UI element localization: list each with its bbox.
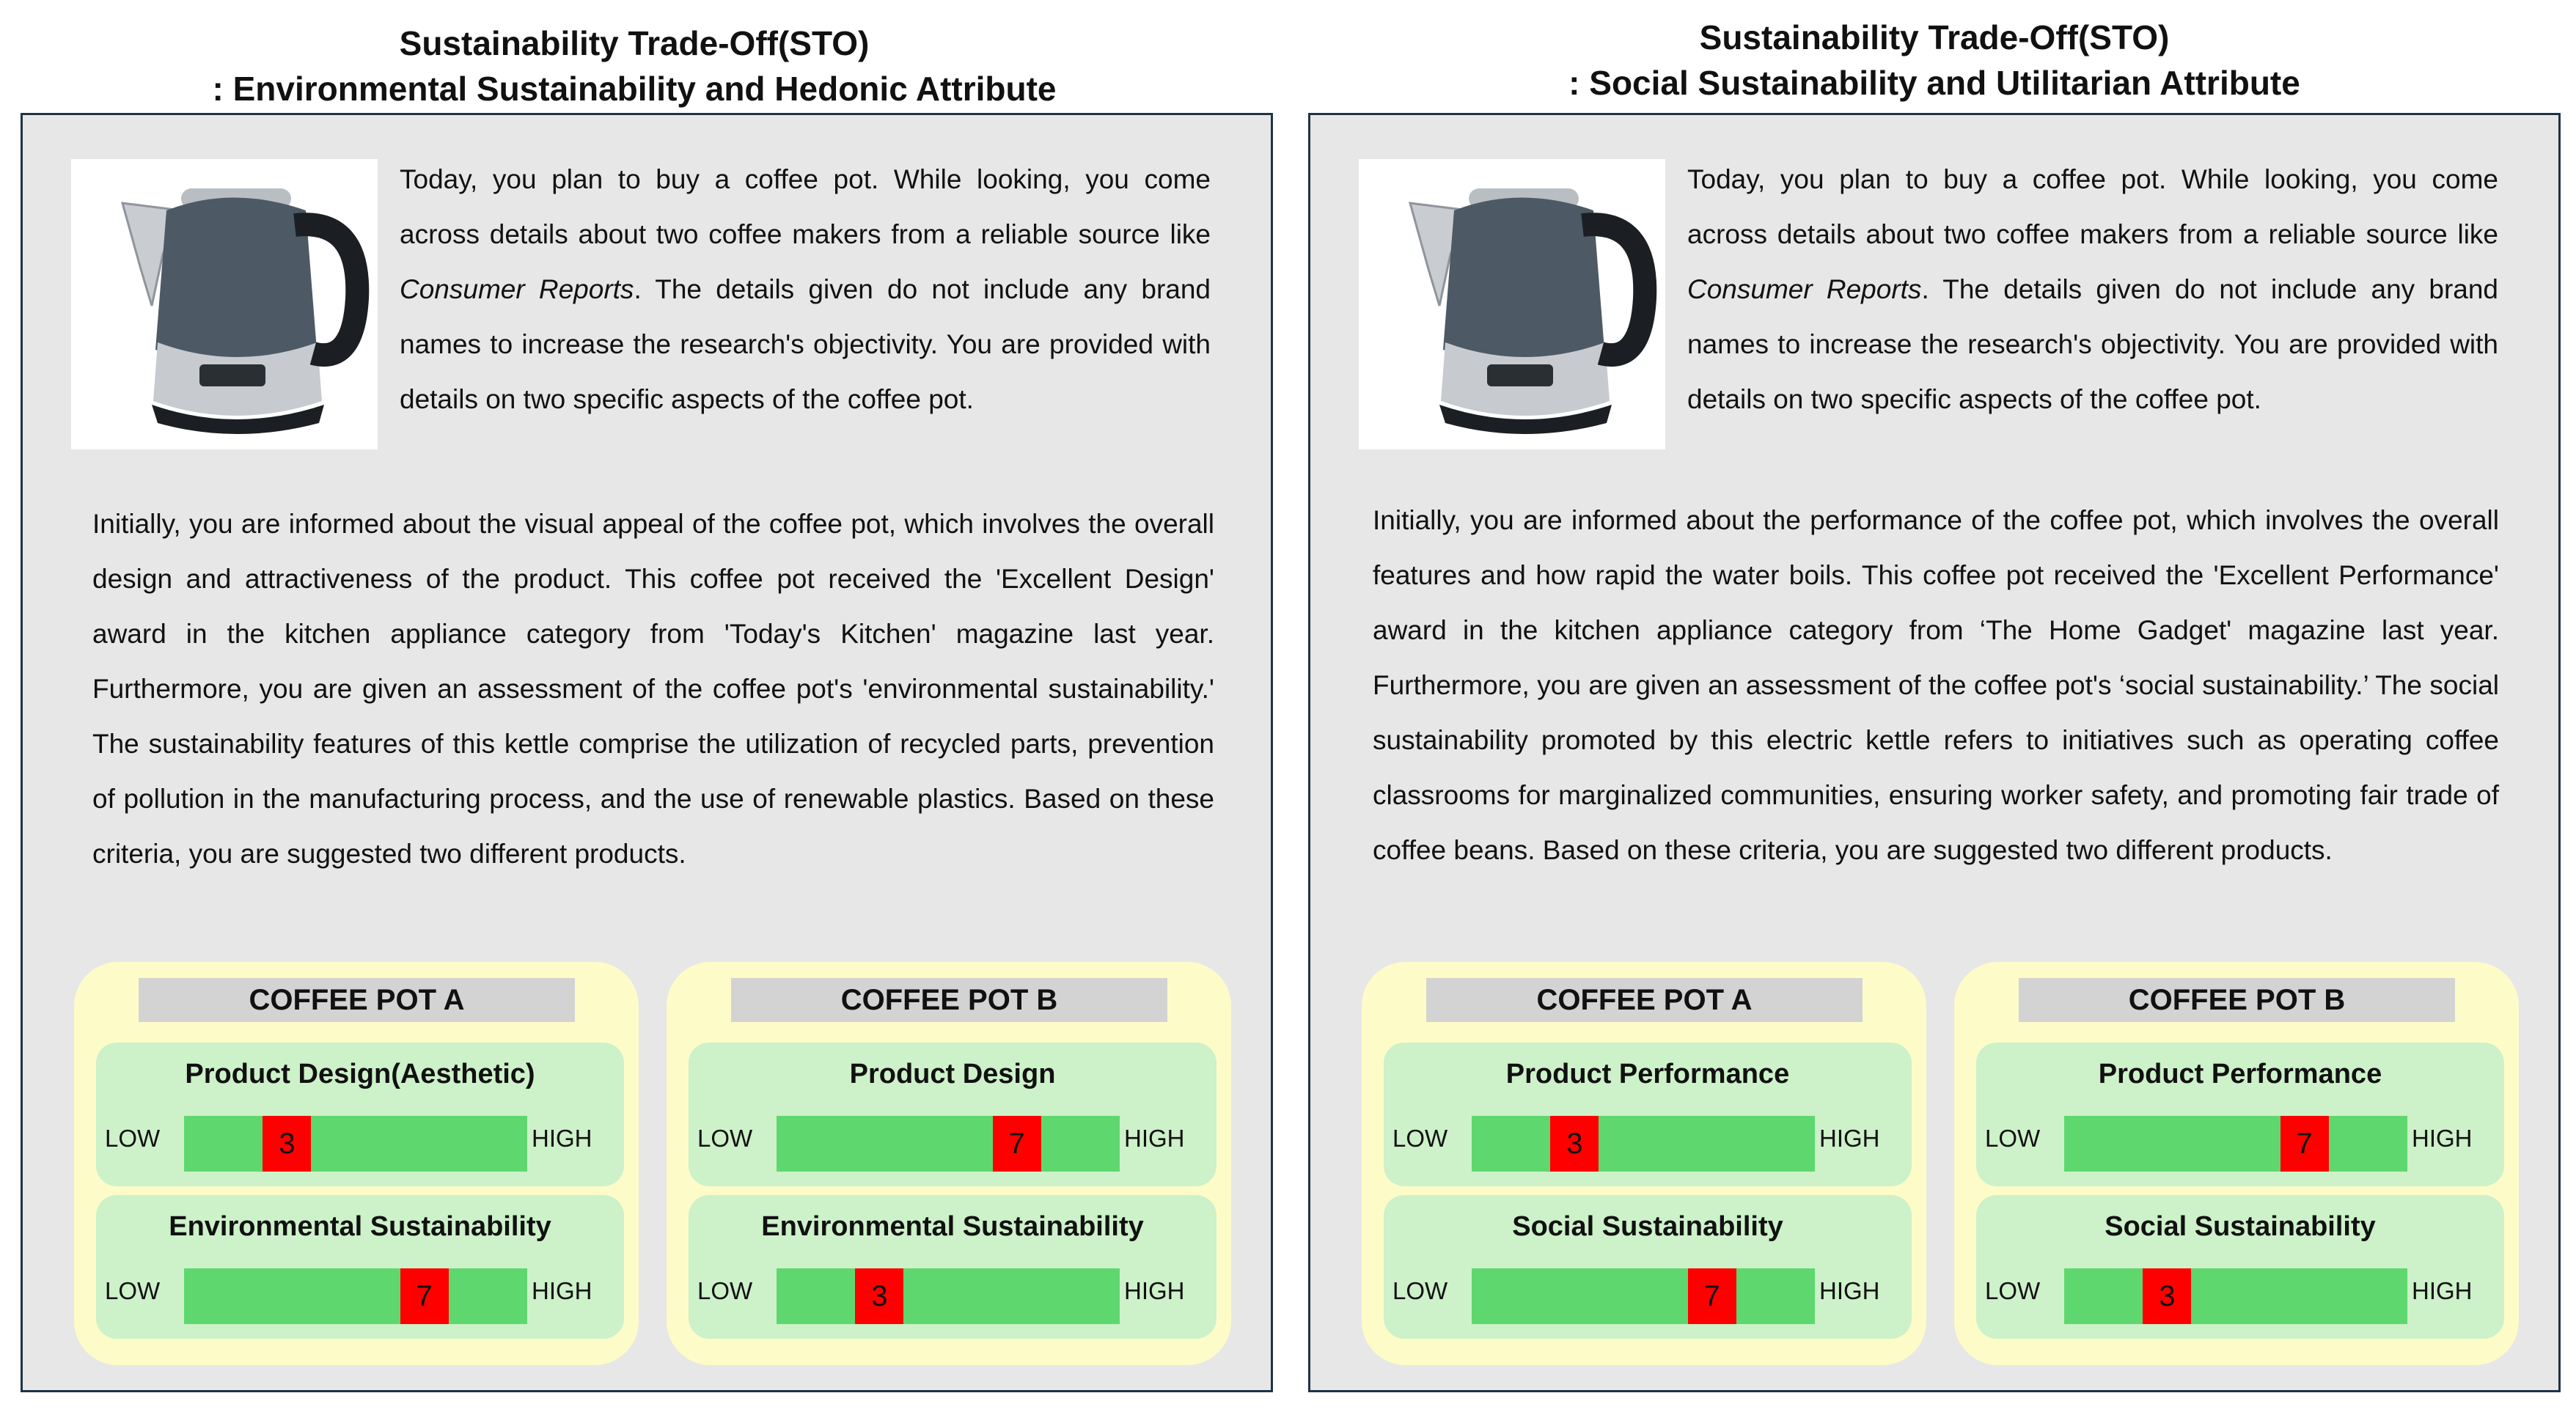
right-intro-text	[1687, 152, 2498, 427]
rating-bar	[184, 1116, 527, 1172]
rating-bar	[184, 1268, 527, 1324]
pot-label: COFFEE POT A	[1426, 978, 1863, 1022]
low-label: LOW	[1985, 1277, 2041, 1304]
metric-card	[689, 1043, 1217, 1186]
right-intro-before: Today, you plan to buy a coffee pot. While looking, you come across details about two coffee makers from a reliable source like	[1687, 164, 2498, 249]
metric-title: Product Performance	[2098, 1059, 2382, 1089]
rating-marker: 3	[1550, 1116, 1599, 1172]
low-label: LOW	[697, 1277, 753, 1304]
low-label: LOW	[697, 1125, 753, 1152]
rating-bar	[777, 1116, 1120, 1172]
metric-title: Social Sustainability	[2105, 1211, 2376, 1242]
low-label: LOW	[1985, 1125, 2041, 1152]
pot-label: COFFEE POT A	[139, 978, 575, 1022]
electric-kettle-icon	[71, 159, 378, 449]
metric-title: Social Sustainability	[1512, 1211, 1783, 1242]
rating-marker: 7	[1688, 1268, 1736, 1324]
pot-label: COFFEE POT B	[731, 978, 1167, 1022]
low-label: LOW	[1392, 1277, 1448, 1304]
right-panel	[1308, 113, 2561, 1392]
metric-title: Environmental Sustainability	[761, 1211, 1144, 1242]
rating-bar	[777, 1268, 1120, 1324]
right-title-line2: : Social Sustainability and Utilitarian Attribute	[1568, 64, 2300, 102]
rating-marker: 7	[2280, 1116, 2329, 1172]
rating-marker: 3	[263, 1116, 311, 1172]
right-coffee-pot-a	[1362, 962, 1926, 1365]
left-coffee-pot-a	[74, 962, 639, 1365]
right-coffee-pot-b	[1954, 962, 2519, 1365]
left-coffee-pot-b	[667, 962, 1231, 1365]
high-label: HIGH	[2412, 1277, 2473, 1304]
high-label: HIGH	[1124, 1125, 1185, 1152]
metric-title: Environmental Sustainability	[169, 1211, 551, 1242]
pot-label: COFFEE POT B	[2019, 978, 2455, 1022]
metric-title: Product Performance	[1505, 1059, 1790, 1089]
rating-bar	[2064, 1116, 2407, 1172]
metric-card	[1976, 1195, 2504, 1339]
right-body-text: Initially, you are informed about the performance of the coffee pot, which involves the overall features and how rapid the water boils. This coffee pot received the 'Excellent Performance' award in the kitchen appliance category from ‘The Home Gadget' magazine last year. Furthermore, you are given an assessment of the coffee pot's ‘social sustainability.’ The social sustainability promoted by this electric kettle refers to initiatives such as operating coffee classrooms for marginalized communities, ensuring worker safety, and promoting fair trade of coffee beans. Based on these criteria, you are suggested two different products.	[1373, 505, 2499, 865]
metric-card	[96, 1043, 624, 1186]
metric-card	[1384, 1043, 1912, 1186]
high-label: HIGH	[1124, 1277, 1185, 1304]
rating-marker: 3	[2143, 1268, 2191, 1324]
metric-card	[689, 1195, 1217, 1339]
rating-marker: 7	[993, 1116, 1041, 1172]
high-label: HIGH	[1819, 1277, 1880, 1304]
rating-marker: 3	[855, 1268, 903, 1324]
high-label: HIGH	[532, 1277, 592, 1304]
metric-card	[1976, 1043, 2504, 1186]
low-label: LOW	[105, 1277, 161, 1304]
left-intro-italic: Consumer Reports	[400, 274, 634, 304]
left-body-text: Initially, you are informed about the visual appeal of the coffee pot, which involves the overall design and attractiveness of the product. This coffee pot received the 'Excellent Design' award in the kitchen appliance category from 'Today's Kitchen' magazine last year. Furthermore, you are given an assessment of the coffee pot's 'environmental sustainability.' The sustainability features of this kettle comprise the utilization of recycled parts, prevention of pollution in the manufacturing process, and the use of renewable plastics. Based on these criteria, you are suggested two different products.	[92, 509, 1214, 869]
left-intro-text	[400, 152, 1211, 427]
rating-bar	[1472, 1116, 1815, 1172]
high-label: HIGH	[2412, 1125, 2473, 1152]
rating-bar	[1472, 1268, 1815, 1324]
left-intro-after: . The details given do not include any brand names to increase the research's objectivity. You are provided with details on two specific aspects of the coffee pot.	[400, 274, 1211, 414]
low-label: LOW	[105, 1125, 161, 1152]
high-label: HIGH	[1819, 1125, 1880, 1152]
metric-card	[1384, 1195, 1912, 1339]
right-title-line1: Sustainability Trade-Off(STO)	[1699, 18, 2170, 56]
right-intro-after: . The details given do not include any brand names to increase the research's objectivity. You are provided with details on two specific aspects of the coffee pot.	[1687, 274, 2498, 414]
high-label: HIGH	[532, 1125, 592, 1152]
left-intro-before: Today, you plan to buy a coffee pot. While looking, you come across details about two coffee makers from a reliable source like	[400, 164, 1211, 249]
rating-marker: 7	[400, 1268, 449, 1324]
rating-bar	[2064, 1268, 2407, 1324]
left-title-line1: Sustainability Trade-Off(STO)	[399, 24, 870, 62]
metric-card	[96, 1195, 624, 1339]
left-panel-title	[22, 21, 1247, 111]
right-panel-title	[1311, 15, 2558, 106]
metric-title: Product Design	[849, 1059, 1056, 1089]
metric-title: Product Design(Aesthetic)	[185, 1059, 535, 1089]
left-title-line2: : Environmental Sustainability and Hedonic Attribute	[212, 70, 1057, 108]
left-panel	[21, 113, 1273, 1392]
low-label: LOW	[1392, 1125, 1448, 1152]
right-intro-italic: Consumer Reports	[1687, 274, 1922, 304]
electric-kettle-icon	[1359, 159, 1665, 449]
